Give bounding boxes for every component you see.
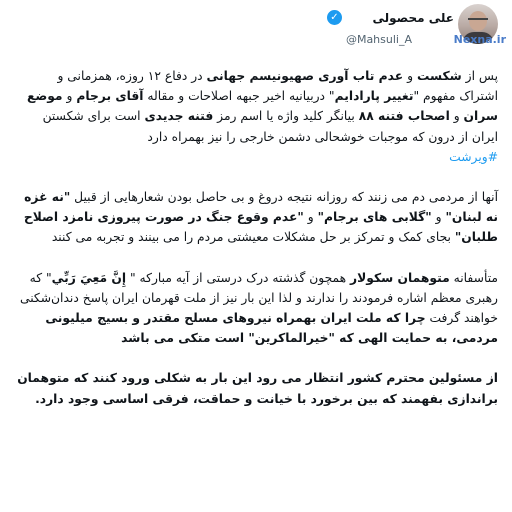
text-segment: بجای کمک و تمرکز بر حل مشکلات معیشتی مردم را می بینند و تجربه می کنند: [51, 230, 455, 245]
bold-text-segment: "عدم وقوع جنگ در صورت پیروزی نامزد اصلاح طلبان": [23, 210, 498, 245]
text-segment: و: [431, 210, 446, 225]
watermark: Nexna.ir: [453, 33, 506, 46]
text-segment: " دربیانیه اخیر جبهه اصلاحات و مقاله: [143, 89, 335, 104]
bold-text-segment: "گلابی های برجام": [317, 210, 432, 225]
text-segment: همچون گذشته درک درستی از آیه مبارکه ": [126, 270, 351, 285]
tweet-header: [0, 0, 512, 62]
paragraph-4: [16, 368, 498, 408]
bold-text-segment: شکست: [416, 69, 462, 83]
avatar-glasses: [468, 18, 488, 24]
bold-text-segment: اصحاب فتنه ۸۸: [358, 109, 450, 124]
bold-text-segment: تغییر پارادایم: [334, 89, 414, 104]
bold-text-segment: چرا که ملت ایران بهمراه نیروهای مسلح مقتدر و بسیج میلیونی مردمی، به حمایت الهی که "خیرالماکرین" است متکی می باشد: [45, 311, 498, 346]
text-segment: است برای شکستن ایران از درون که موجبات خوشحالی دشمن خارجی را نیز بهمراه دارد: [42, 109, 498, 144]
text-segment: و: [449, 109, 464, 124]
bold-text-segment: متوهمان سکولار: [350, 270, 450, 285]
text-segment: و: [403, 69, 417, 83]
bold-text-segment: "نه غزه نه لبنان": [24, 190, 498, 225]
text-segment: " که رهبری معظم اشاره فرمودند را ندارند و لذا این بار نیز از ملت قهرمان ایران پاسخ دندان‌شکنی خواهند گرفت: [19, 270, 498, 326]
bold-text-segment: از مسئولین محترم کشور انتظار می رود این بار به شکلی ورود کنند که متوهمان براندازی بفهمند که بین برخورد با خیانت و حماقت، فرقی اساسی وجود دارد.: [17, 371, 498, 406]
paragraph-3: [16, 268, 498, 349]
bold-text-segment: آقای برجام: [76, 89, 144, 104]
text-segment: آنها از مردمی دم می زنند که روزانه نتیجه دروغ و بی حاصل بودن شعارهایی از قبیل: [70, 190, 498, 205]
text-segment: بیانگر کلید واژه یا اسم رمز: [213, 109, 359, 124]
text-segment: متأسفانه: [449, 270, 498, 285]
bold-text-segment: موضع سران: [26, 89, 498, 124]
verified-badge-icon: ✓: [327, 10, 342, 25]
text-segment: پس از: [461, 69, 498, 83]
tweet-text: [16, 66, 498, 429]
display-name[interactable]: علی محصولی: [372, 11, 454, 25]
user-handle[interactable]: @Mahsuli_A: [345, 33, 412, 46]
paragraph-2: [16, 187, 498, 248]
paragraph-1: [16, 66, 498, 167]
text-segment: در دفاع ۱۲ روزه، همزمانی و اشتراک مفهوم ": [57, 69, 498, 104]
bold-text-segment: عدم تاب آوری صهیونیسم جهانی: [206, 69, 404, 83]
hashtag-link[interactable]: #ویرشت: [449, 149, 498, 164]
bold-text-segment: إِنَّ مَعِيَ رَبِّي: [51, 270, 127, 285]
text-segment: و: [62, 89, 77, 104]
bold-text-segment: فتنه جدیدی: [144, 109, 214, 124]
text-segment: و: [303, 210, 318, 225]
paragraph-1-text: [27, 69, 498, 144]
